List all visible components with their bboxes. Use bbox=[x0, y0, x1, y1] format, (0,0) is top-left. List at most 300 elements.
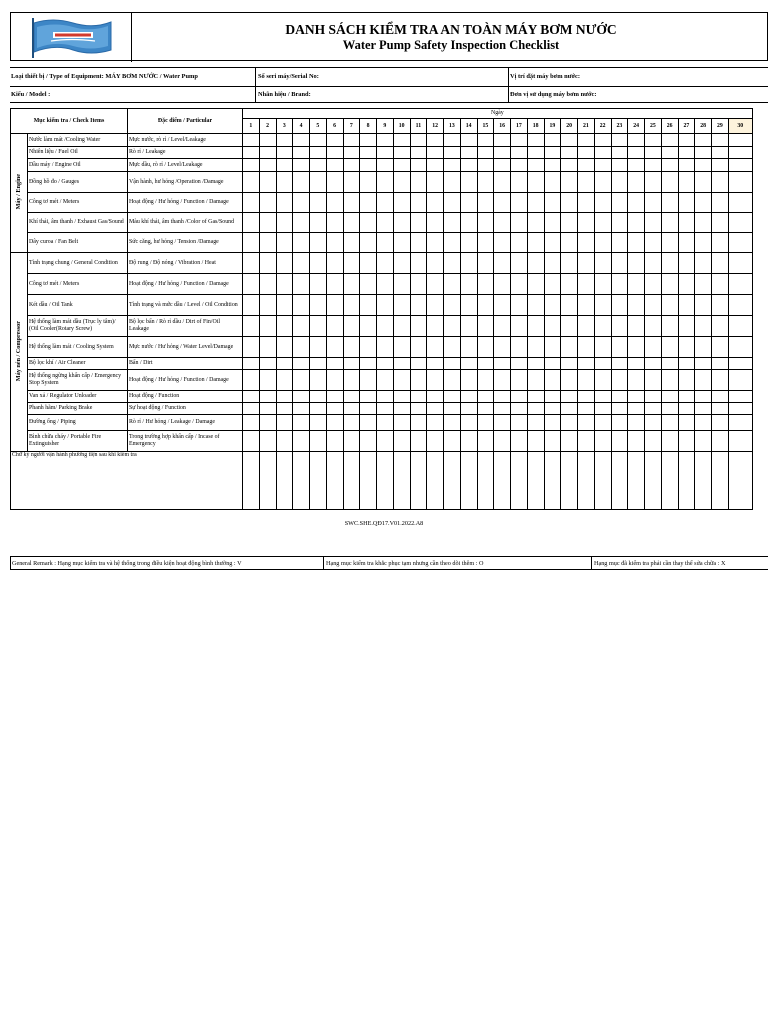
check-cell[interactable] bbox=[393, 337, 410, 358]
check-cell[interactable] bbox=[276, 370, 293, 391]
check-cell[interactable] bbox=[527, 159, 544, 172]
check-cell[interactable] bbox=[393, 431, 410, 452]
check-cell[interactable] bbox=[578, 213, 595, 233]
check-cell[interactable] bbox=[393, 253, 410, 274]
check-cell[interactable] bbox=[695, 274, 712, 295]
check-cell[interactable] bbox=[444, 337, 461, 358]
check-cell[interactable] bbox=[712, 274, 729, 295]
check-cell[interactable] bbox=[427, 147, 444, 159]
check-cell[interactable] bbox=[293, 295, 310, 316]
check-cell[interactable] bbox=[310, 134, 327, 147]
check-cell[interactable] bbox=[611, 431, 628, 452]
check-cell[interactable] bbox=[276, 274, 293, 295]
signature-cell[interactable] bbox=[276, 452, 293, 510]
check-cell[interactable] bbox=[511, 253, 528, 274]
check-cell[interactable] bbox=[611, 295, 628, 316]
check-cell[interactable] bbox=[678, 403, 695, 415]
check-cell[interactable] bbox=[326, 193, 343, 213]
check-cell[interactable] bbox=[410, 213, 427, 233]
check-cell[interactable] bbox=[410, 337, 427, 358]
check-cell[interactable] bbox=[444, 295, 461, 316]
check-cell[interactable] bbox=[276, 391, 293, 403]
check-cell[interactable] bbox=[477, 403, 494, 415]
check-cell[interactable] bbox=[628, 403, 645, 415]
check-cell[interactable] bbox=[728, 274, 752, 295]
signature-cell[interactable] bbox=[494, 452, 511, 510]
check-cell[interactable] bbox=[326, 295, 343, 316]
check-cell[interactable] bbox=[477, 415, 494, 431]
signature-cell[interactable] bbox=[511, 452, 528, 510]
signature-cell[interactable] bbox=[243, 452, 260, 510]
check-cell[interactable] bbox=[611, 193, 628, 213]
check-cell[interactable] bbox=[728, 370, 752, 391]
check-cell[interactable] bbox=[494, 253, 511, 274]
check-cell[interactable] bbox=[343, 172, 360, 193]
check-cell[interactable] bbox=[427, 370, 444, 391]
check-cell[interactable] bbox=[661, 403, 678, 415]
check-cell[interactable] bbox=[494, 403, 511, 415]
check-cell[interactable] bbox=[645, 316, 662, 337]
check-cell[interactable] bbox=[343, 253, 360, 274]
check-cell[interactable] bbox=[310, 391, 327, 403]
check-cell[interactable] bbox=[410, 172, 427, 193]
check-cell[interactable] bbox=[477, 358, 494, 370]
check-cell[interactable] bbox=[611, 213, 628, 233]
check-cell[interactable] bbox=[243, 172, 260, 193]
check-cell[interactable] bbox=[594, 295, 611, 316]
check-cell[interactable] bbox=[712, 358, 729, 370]
check-cell[interactable] bbox=[561, 337, 578, 358]
check-cell[interactable] bbox=[661, 431, 678, 452]
check-cell[interactable] bbox=[628, 159, 645, 172]
check-cell[interactable] bbox=[243, 431, 260, 452]
signature-cell[interactable] bbox=[544, 452, 561, 510]
check-cell[interactable] bbox=[527, 337, 544, 358]
check-cell[interactable] bbox=[460, 172, 477, 193]
check-cell[interactable] bbox=[310, 193, 327, 213]
check-cell[interactable] bbox=[410, 316, 427, 337]
check-cell[interactable] bbox=[678, 358, 695, 370]
check-cell[interactable] bbox=[343, 316, 360, 337]
check-cell[interactable] bbox=[527, 391, 544, 403]
check-cell[interactable] bbox=[695, 337, 712, 358]
check-cell[interactable] bbox=[259, 391, 276, 403]
check-cell[interactable] bbox=[511, 358, 528, 370]
check-cell[interactable] bbox=[712, 233, 729, 253]
check-cell[interactable] bbox=[293, 415, 310, 431]
check-cell[interactable] bbox=[276, 358, 293, 370]
check-cell[interactable] bbox=[377, 159, 394, 172]
check-cell[interactable] bbox=[728, 147, 752, 159]
check-cell[interactable] bbox=[578, 159, 595, 172]
check-cell[interactable] bbox=[360, 134, 377, 147]
check-cell[interactable] bbox=[276, 253, 293, 274]
check-cell[interactable] bbox=[678, 193, 695, 213]
check-cell[interactable] bbox=[544, 370, 561, 391]
check-cell[interactable] bbox=[527, 147, 544, 159]
check-cell[interactable] bbox=[276, 295, 293, 316]
check-cell[interactable] bbox=[661, 233, 678, 253]
check-cell[interactable] bbox=[243, 147, 260, 159]
check-cell[interactable] bbox=[259, 134, 276, 147]
check-cell[interactable] bbox=[645, 431, 662, 452]
check-cell[interactable] bbox=[343, 134, 360, 147]
check-cell[interactable] bbox=[360, 391, 377, 403]
check-cell[interactable] bbox=[310, 295, 327, 316]
check-cell[interactable] bbox=[527, 193, 544, 213]
check-cell[interactable] bbox=[695, 172, 712, 193]
check-cell[interactable] bbox=[259, 193, 276, 213]
check-cell[interactable] bbox=[511, 316, 528, 337]
check-cell[interactable] bbox=[511, 370, 528, 391]
check-cell[interactable] bbox=[544, 295, 561, 316]
check-cell[interactable] bbox=[243, 415, 260, 431]
check-cell[interactable] bbox=[276, 233, 293, 253]
check-cell[interactable] bbox=[661, 370, 678, 391]
check-cell[interactable] bbox=[460, 415, 477, 431]
check-cell[interactable] bbox=[326, 358, 343, 370]
check-cell[interactable] bbox=[477, 370, 494, 391]
check-cell[interactable] bbox=[511, 147, 528, 159]
check-cell[interactable] bbox=[611, 358, 628, 370]
check-cell[interactable] bbox=[293, 337, 310, 358]
check-cell[interactable] bbox=[444, 213, 461, 233]
check-cell[interactable] bbox=[276, 316, 293, 337]
check-cell[interactable] bbox=[728, 337, 752, 358]
check-cell[interactable] bbox=[377, 233, 394, 253]
check-cell[interactable] bbox=[728, 415, 752, 431]
check-cell[interactable] bbox=[326, 172, 343, 193]
check-cell[interactable] bbox=[712, 295, 729, 316]
check-cell[interactable] bbox=[343, 391, 360, 403]
check-cell[interactable] bbox=[611, 134, 628, 147]
check-cell[interactable] bbox=[293, 391, 310, 403]
check-cell[interactable] bbox=[444, 415, 461, 431]
check-cell[interactable] bbox=[661, 159, 678, 172]
check-cell[interactable] bbox=[259, 172, 276, 193]
check-cell[interactable] bbox=[377, 213, 394, 233]
check-cell[interactable] bbox=[712, 431, 729, 452]
check-cell[interactable] bbox=[712, 403, 729, 415]
signature-cell[interactable] bbox=[427, 452, 444, 510]
check-cell[interactable] bbox=[561, 358, 578, 370]
check-cell[interactable] bbox=[611, 403, 628, 415]
check-cell[interactable] bbox=[695, 213, 712, 233]
check-cell[interactable] bbox=[544, 233, 561, 253]
check-cell[interactable] bbox=[310, 147, 327, 159]
check-cell[interactable] bbox=[343, 233, 360, 253]
check-cell[interactable] bbox=[594, 233, 611, 253]
check-cell[interactable] bbox=[243, 337, 260, 358]
check-cell[interactable] bbox=[243, 295, 260, 316]
check-cell[interactable] bbox=[259, 295, 276, 316]
check-cell[interactable] bbox=[494, 134, 511, 147]
check-cell[interactable] bbox=[276, 337, 293, 358]
check-cell[interactable] bbox=[259, 147, 276, 159]
check-cell[interactable] bbox=[712, 370, 729, 391]
check-cell[interactable] bbox=[243, 274, 260, 295]
check-cell[interactable] bbox=[494, 370, 511, 391]
signature-cell[interactable] bbox=[594, 452, 611, 510]
check-cell[interactable] bbox=[527, 316, 544, 337]
check-cell[interactable] bbox=[393, 147, 410, 159]
check-cell[interactable] bbox=[628, 431, 645, 452]
check-cell[interactable] bbox=[661, 147, 678, 159]
check-cell[interactable] bbox=[594, 134, 611, 147]
signature-cell[interactable] bbox=[527, 452, 544, 510]
check-cell[interactable] bbox=[611, 391, 628, 403]
check-cell[interactable] bbox=[494, 415, 511, 431]
check-cell[interactable] bbox=[444, 403, 461, 415]
check-cell[interactable] bbox=[645, 274, 662, 295]
check-cell[interactable] bbox=[293, 233, 310, 253]
check-cell[interactable] bbox=[661, 358, 678, 370]
check-cell[interactable] bbox=[444, 159, 461, 172]
check-cell[interactable] bbox=[494, 213, 511, 233]
check-cell[interactable] bbox=[326, 370, 343, 391]
check-cell[interactable] bbox=[678, 233, 695, 253]
check-cell[interactable] bbox=[310, 213, 327, 233]
check-cell[interactable] bbox=[427, 415, 444, 431]
check-cell[interactable] bbox=[561, 431, 578, 452]
check-cell[interactable] bbox=[561, 295, 578, 316]
check-cell[interactable] bbox=[695, 193, 712, 213]
check-cell[interactable] bbox=[377, 431, 394, 452]
check-cell[interactable] bbox=[628, 253, 645, 274]
check-cell[interactable] bbox=[293, 274, 310, 295]
check-cell[interactable] bbox=[377, 403, 394, 415]
signature-cell[interactable] bbox=[410, 452, 427, 510]
check-cell[interactable] bbox=[259, 403, 276, 415]
check-cell[interactable] bbox=[661, 391, 678, 403]
check-cell[interactable] bbox=[678, 370, 695, 391]
check-cell[interactable] bbox=[661, 337, 678, 358]
check-cell[interactable] bbox=[494, 193, 511, 213]
check-cell[interactable] bbox=[611, 274, 628, 295]
check-cell[interactable] bbox=[243, 391, 260, 403]
check-cell[interactable] bbox=[393, 172, 410, 193]
check-cell[interactable] bbox=[360, 415, 377, 431]
check-cell[interactable] bbox=[712, 147, 729, 159]
check-cell[interactable] bbox=[293, 213, 310, 233]
check-cell[interactable] bbox=[360, 172, 377, 193]
check-cell[interactable] bbox=[326, 337, 343, 358]
check-cell[interactable] bbox=[310, 370, 327, 391]
check-cell[interactable] bbox=[527, 233, 544, 253]
check-cell[interactable] bbox=[410, 134, 427, 147]
check-cell[interactable] bbox=[259, 415, 276, 431]
check-cell[interactable] bbox=[728, 431, 752, 452]
check-cell[interactable] bbox=[393, 370, 410, 391]
check-cell[interactable] bbox=[259, 337, 276, 358]
check-cell[interactable] bbox=[527, 253, 544, 274]
check-cell[interactable] bbox=[628, 316, 645, 337]
check-cell[interactable] bbox=[326, 147, 343, 159]
check-cell[interactable] bbox=[276, 213, 293, 233]
check-cell[interactable] bbox=[444, 233, 461, 253]
check-cell[interactable] bbox=[477, 337, 494, 358]
check-cell[interactable] bbox=[594, 147, 611, 159]
signature-cell[interactable] bbox=[293, 452, 310, 510]
signature-cell[interactable] bbox=[645, 452, 662, 510]
check-cell[interactable] bbox=[293, 193, 310, 213]
check-cell[interactable] bbox=[511, 403, 528, 415]
check-cell[interactable] bbox=[527, 403, 544, 415]
check-cell[interactable] bbox=[494, 233, 511, 253]
check-cell[interactable] bbox=[712, 213, 729, 233]
check-cell[interactable] bbox=[377, 172, 394, 193]
check-cell[interactable] bbox=[393, 213, 410, 233]
check-cell[interactable] bbox=[427, 274, 444, 295]
check-cell[interactable] bbox=[444, 316, 461, 337]
check-cell[interactable] bbox=[427, 253, 444, 274]
check-cell[interactable] bbox=[695, 134, 712, 147]
check-cell[interactable] bbox=[578, 431, 595, 452]
check-cell[interactable] bbox=[477, 134, 494, 147]
check-cell[interactable] bbox=[393, 233, 410, 253]
check-cell[interactable] bbox=[276, 415, 293, 431]
check-cell[interactable] bbox=[645, 172, 662, 193]
signature-cell[interactable] bbox=[695, 452, 712, 510]
check-cell[interactable] bbox=[678, 213, 695, 233]
check-cell[interactable] bbox=[611, 172, 628, 193]
check-cell[interactable] bbox=[611, 370, 628, 391]
check-cell[interactable] bbox=[628, 370, 645, 391]
check-cell[interactable] bbox=[444, 147, 461, 159]
check-cell[interactable] bbox=[628, 415, 645, 431]
check-cell[interactable] bbox=[678, 159, 695, 172]
check-cell[interactable] bbox=[393, 403, 410, 415]
check-cell[interactable] bbox=[410, 295, 427, 316]
check-cell[interactable] bbox=[326, 391, 343, 403]
check-cell[interactable] bbox=[661, 274, 678, 295]
check-cell[interactable] bbox=[695, 147, 712, 159]
check-cell[interactable] bbox=[410, 403, 427, 415]
check-cell[interactable] bbox=[343, 274, 360, 295]
check-cell[interactable] bbox=[728, 193, 752, 213]
check-cell[interactable] bbox=[628, 147, 645, 159]
check-cell[interactable] bbox=[259, 431, 276, 452]
check-cell[interactable] bbox=[477, 295, 494, 316]
check-cell[interactable] bbox=[377, 295, 394, 316]
check-cell[interactable] bbox=[628, 358, 645, 370]
check-cell[interactable] bbox=[360, 147, 377, 159]
check-cell[interactable] bbox=[393, 358, 410, 370]
signature-cell[interactable] bbox=[628, 452, 645, 510]
check-cell[interactable] bbox=[728, 233, 752, 253]
check-cell[interactable] bbox=[444, 370, 461, 391]
check-cell[interactable] bbox=[594, 403, 611, 415]
check-cell[interactable] bbox=[561, 274, 578, 295]
check-cell[interactable] bbox=[377, 147, 394, 159]
check-cell[interactable] bbox=[460, 147, 477, 159]
check-cell[interactable] bbox=[360, 431, 377, 452]
check-cell[interactable] bbox=[310, 415, 327, 431]
check-cell[interactable] bbox=[494, 431, 511, 452]
check-cell[interactable] bbox=[259, 159, 276, 172]
check-cell[interactable] bbox=[728, 316, 752, 337]
check-cell[interactable] bbox=[444, 134, 461, 147]
check-cell[interactable] bbox=[712, 193, 729, 213]
check-cell[interactable] bbox=[377, 358, 394, 370]
check-cell[interactable] bbox=[578, 358, 595, 370]
check-cell[interactable] bbox=[728, 172, 752, 193]
check-cell[interactable] bbox=[293, 358, 310, 370]
check-cell[interactable] bbox=[578, 295, 595, 316]
check-cell[interactable] bbox=[276, 172, 293, 193]
check-cell[interactable] bbox=[527, 295, 544, 316]
check-cell[interactable] bbox=[243, 403, 260, 415]
check-cell[interactable] bbox=[477, 274, 494, 295]
check-cell[interactable] bbox=[477, 253, 494, 274]
check-cell[interactable] bbox=[477, 431, 494, 452]
check-cell[interactable] bbox=[645, 370, 662, 391]
check-cell[interactable] bbox=[343, 337, 360, 358]
check-cell[interactable] bbox=[377, 391, 394, 403]
check-cell[interactable] bbox=[343, 370, 360, 391]
check-cell[interactable] bbox=[243, 134, 260, 147]
check-cell[interactable] bbox=[410, 358, 427, 370]
check-cell[interactable] bbox=[477, 213, 494, 233]
check-cell[interactable] bbox=[410, 159, 427, 172]
check-cell[interactable] bbox=[310, 159, 327, 172]
check-cell[interactable] bbox=[594, 193, 611, 213]
signature-cell[interactable] bbox=[377, 452, 394, 510]
check-cell[interactable] bbox=[460, 193, 477, 213]
check-cell[interactable] bbox=[410, 147, 427, 159]
check-cell[interactable] bbox=[444, 391, 461, 403]
check-cell[interactable] bbox=[310, 403, 327, 415]
check-cell[interactable] bbox=[611, 253, 628, 274]
check-cell[interactable] bbox=[377, 253, 394, 274]
check-cell[interactable] bbox=[695, 403, 712, 415]
check-cell[interactable] bbox=[326, 233, 343, 253]
check-cell[interactable] bbox=[527, 172, 544, 193]
check-cell[interactable] bbox=[460, 233, 477, 253]
check-cell[interactable] bbox=[661, 253, 678, 274]
check-cell[interactable] bbox=[460, 134, 477, 147]
check-cell[interactable] bbox=[695, 358, 712, 370]
check-cell[interactable] bbox=[276, 193, 293, 213]
check-cell[interactable] bbox=[544, 147, 561, 159]
check-cell[interactable] bbox=[578, 233, 595, 253]
check-cell[interactable] bbox=[645, 391, 662, 403]
check-cell[interactable] bbox=[544, 391, 561, 403]
check-cell[interactable] bbox=[293, 403, 310, 415]
signature-cell[interactable] bbox=[678, 452, 695, 510]
check-cell[interactable] bbox=[527, 415, 544, 431]
signature-cell[interactable] bbox=[561, 452, 578, 510]
check-cell[interactable] bbox=[444, 431, 461, 452]
check-cell[interactable] bbox=[427, 391, 444, 403]
check-cell[interactable] bbox=[728, 295, 752, 316]
check-cell[interactable] bbox=[427, 172, 444, 193]
check-cell[interactable] bbox=[678, 391, 695, 403]
check-cell[interactable] bbox=[276, 431, 293, 452]
check-cell[interactable] bbox=[712, 172, 729, 193]
check-cell[interactable] bbox=[427, 358, 444, 370]
check-cell[interactable] bbox=[410, 415, 427, 431]
check-cell[interactable] bbox=[645, 134, 662, 147]
check-cell[interactable] bbox=[377, 370, 394, 391]
check-cell[interactable] bbox=[494, 391, 511, 403]
check-cell[interactable] bbox=[594, 370, 611, 391]
check-cell[interactable] bbox=[310, 274, 327, 295]
check-cell[interactable] bbox=[460, 253, 477, 274]
check-cell[interactable] bbox=[661, 316, 678, 337]
check-cell[interactable] bbox=[578, 415, 595, 431]
check-cell[interactable] bbox=[594, 159, 611, 172]
